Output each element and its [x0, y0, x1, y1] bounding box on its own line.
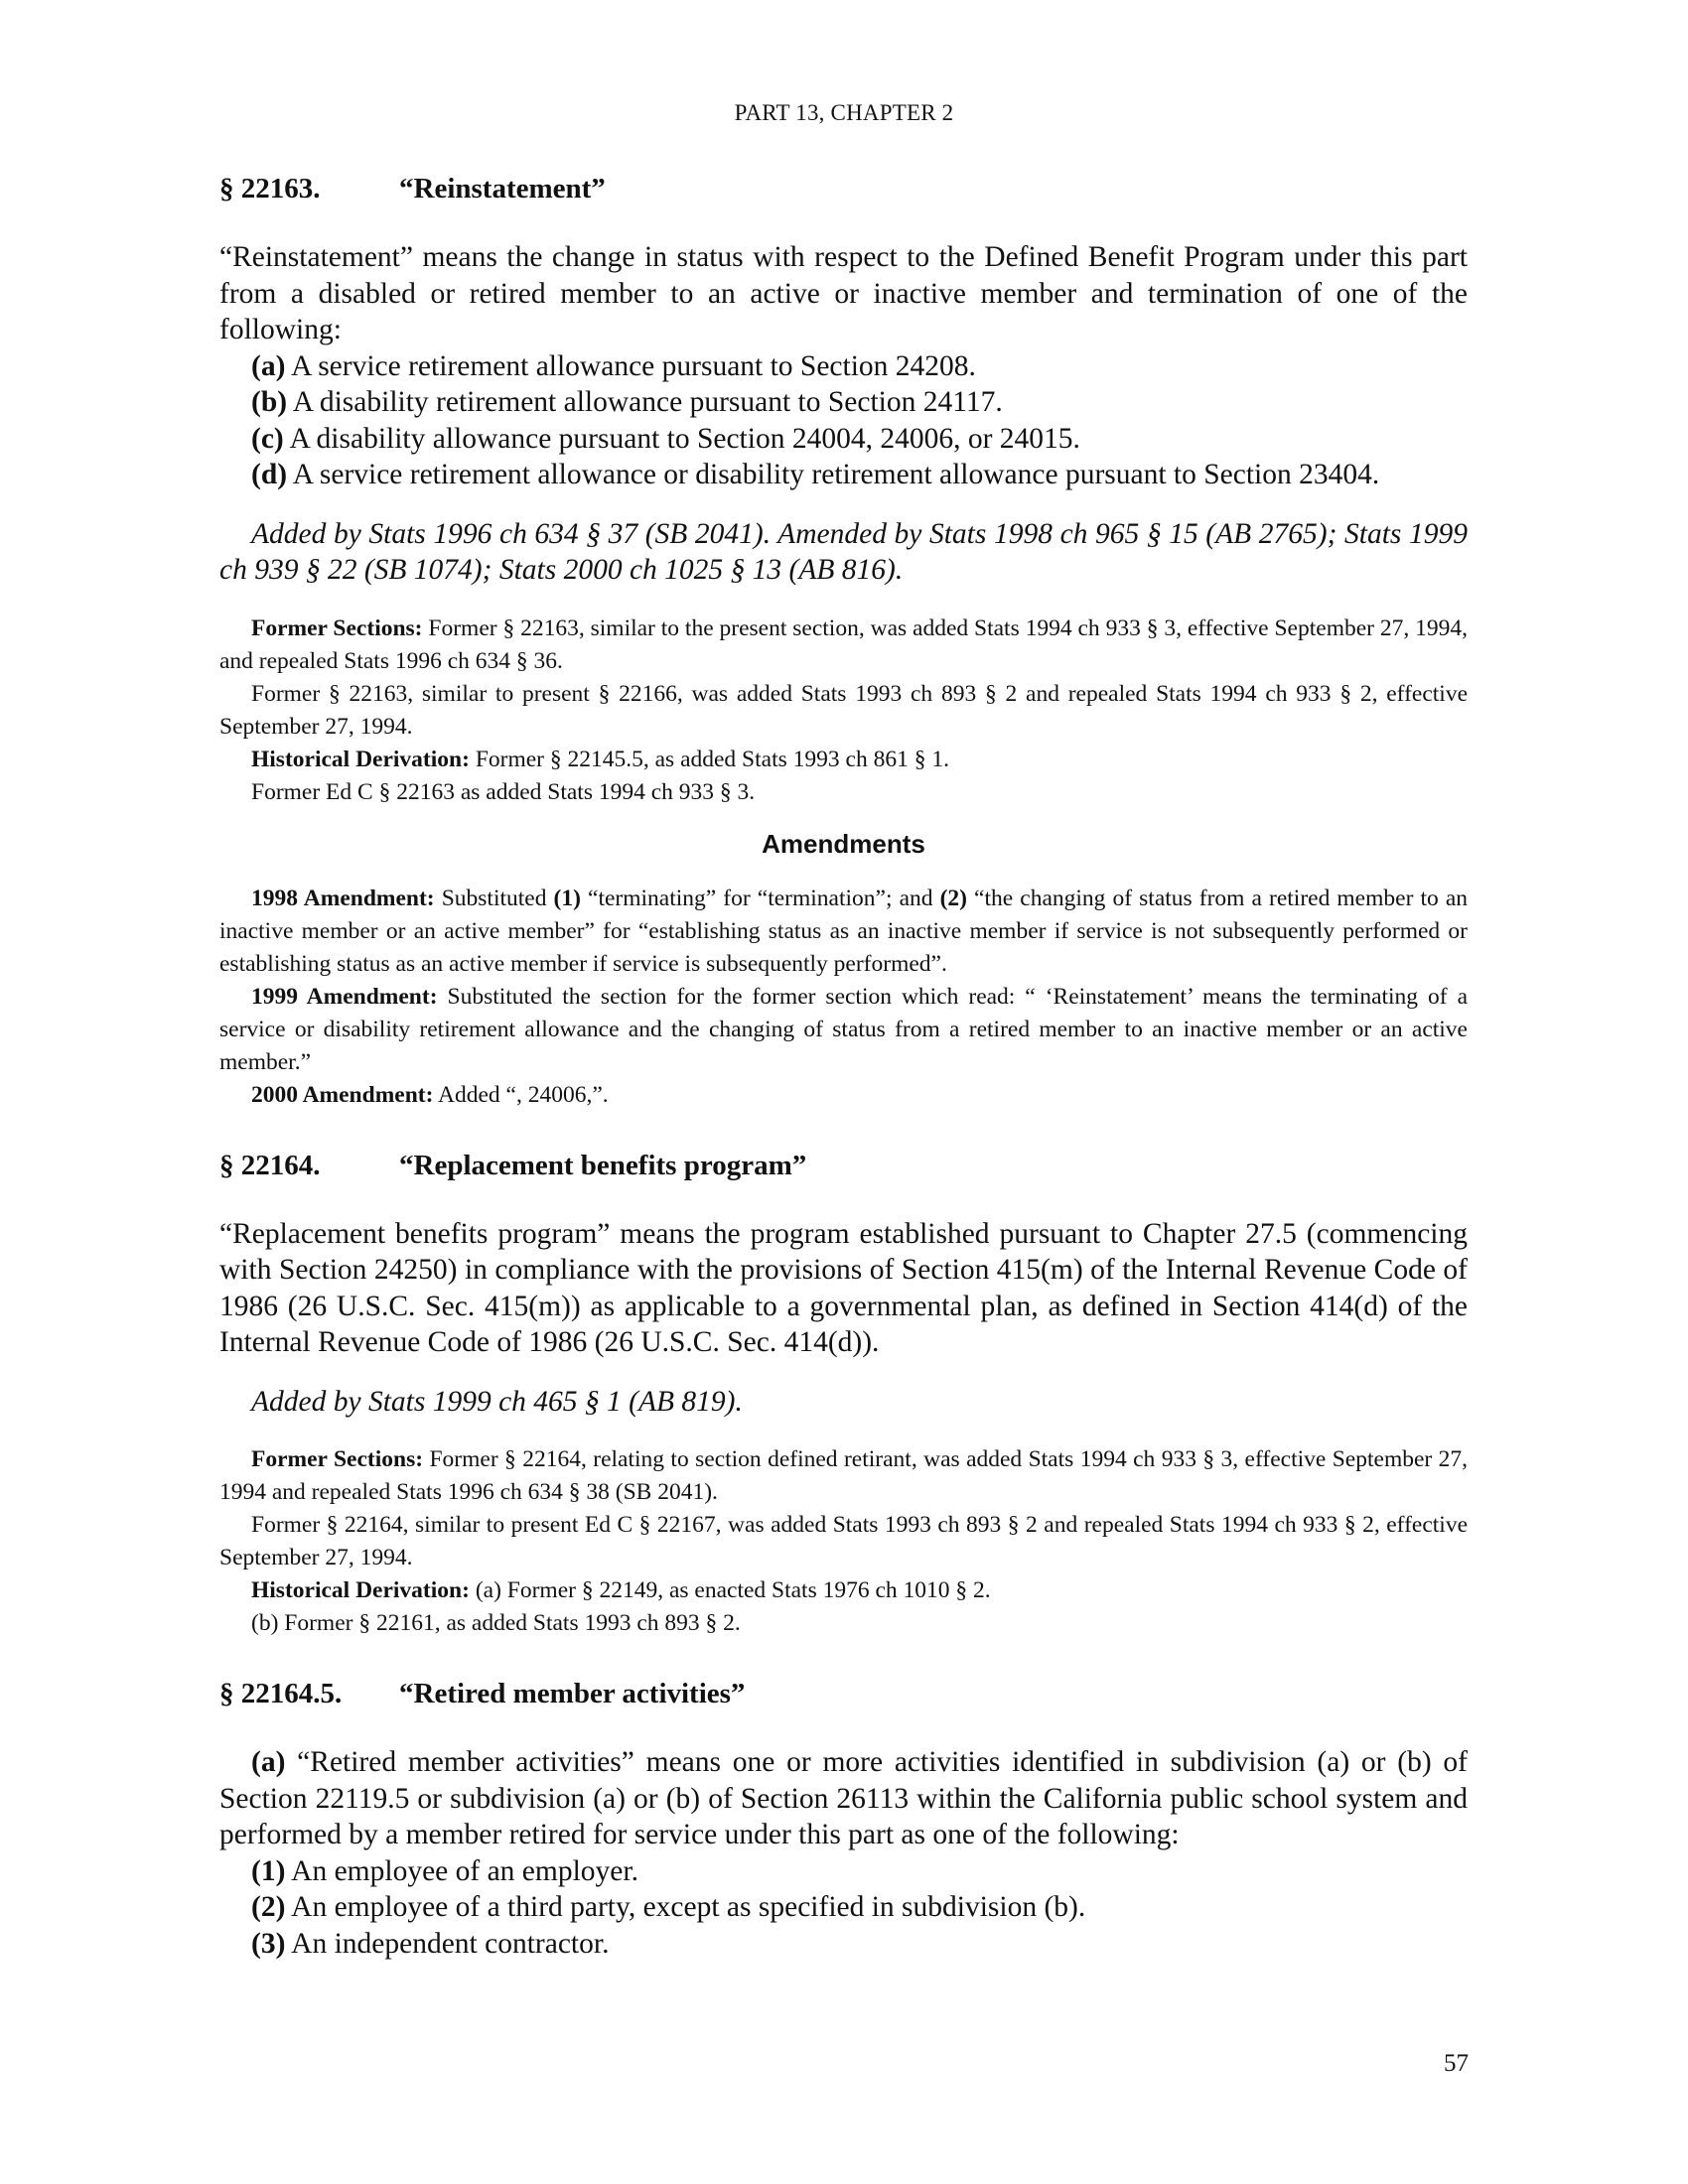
- former-sections-note: [219, 613, 1468, 678]
- item-label: (2): [251, 1891, 286, 1923]
- legislative-history: Added by Stats 1999 ch 465 § 1 (AB 819).: [251, 1385, 743, 1418]
- item-label: (b): [251, 386, 288, 418]
- item-text: An independent contractor.: [285, 1927, 610, 1960]
- item-text: “Retired member activities” means one or more activities identified in subdivision (a) or (b) of Section 22119.5 or subdivision (a) or (b) of Section 26113 within the California public school system and performed by a member retired for service under this part as one of the following:: [219, 1746, 1468, 1850]
- section-title: “Retired member activities”: [399, 1678, 746, 1709]
- item-label: (1): [251, 1854, 286, 1887]
- list-item: [219, 348, 1468, 385]
- page-content: [219, 171, 1468, 1962]
- item-text: A service retirement allowance or disability retirement allowance pursuant to Section 23404.: [287, 459, 1380, 490]
- section-body: “Reinstatement” means the change in status with respect to the Defined Benefit Program under this part from a disabled or retired member to an active or inactive member and termination of one of the following:: [219, 241, 1468, 345]
- note-label: 1999 Amendment:: [251, 983, 438, 1010]
- amendment-note-1998: [219, 883, 1468, 981]
- note-label: Historical Derivation:: [251, 746, 470, 772]
- item-text: An employee of an employer.: [285, 1854, 638, 1887]
- amendments-heading: Amendments: [762, 828, 925, 859]
- note-label: Historical Derivation:: [251, 1577, 470, 1603]
- former-sections-note: Former § 22163, similar to present § 22166, was added Stats 1993 ch 893 § 2 and repealed Stats 1994 ch 933 § 2, effective September 27, 1994.: [219, 680, 1468, 740]
- section-heading-22164: [219, 1148, 1468, 1183]
- section-number: § 22164.: [219, 1149, 321, 1181]
- note-label: 2000 Amendment:: [251, 1081, 434, 1108]
- section-title: “Reinstatement”: [399, 173, 606, 205]
- note-num: (2): [939, 885, 967, 911]
- note-label: 1998 Amendment:: [251, 885, 435, 911]
- amendment-note-2000: [219, 1079, 1468, 1112]
- section-heading-22163: [219, 171, 1468, 206]
- page-number: 57: [1444, 2050, 1469, 2077]
- note-label: Former Sections:: [251, 1446, 424, 1472]
- note-text: Added “, 24006,”.: [433, 1081, 609, 1108]
- legislative-history: Added by Stats 1996 ch 634 § 37 (SB 2041). Amended by Stats 1998 ch 965 § 15 (AB 2765); Stats 1999 ch 939 § 22 (SB 1074); Stats 2000 ch 1025 § 13 (AB 816).: [219, 517, 1468, 586]
- item-text: A service retirement allowance pursuant to Section 24208.: [285, 349, 976, 382]
- note-num: (1): [553, 885, 581, 911]
- note-label: Former Sections:: [251, 614, 423, 641]
- item-text: A disability retirement allowance pursuant to Section 24117.: [287, 386, 1003, 418]
- section-body: [219, 1744, 1468, 1853]
- item-label: (a): [251, 349, 286, 382]
- note-text: Substituted: [434, 885, 554, 911]
- historical-derivation-note: Former Ed C § 22163 as added Stats 1994 ch 933 § 3.: [251, 778, 756, 805]
- section-number: § 22164.5.: [219, 1678, 343, 1709]
- note-text: Substituted the section for the former section which read: “ ‘Reinstatement’ means the terminating of a service or disability retirement allowance and the changing of status from a retired member to an inactive member or an active member.”: [219, 983, 1469, 1075]
- note-text: Former § 22164, relating to section defined retirant, was added Stats 1994 ch 933 § 3, effective September 27, 1994 and repealed Stats 1996 ch 634 § 38 (SB 2041).: [219, 1446, 1469, 1505]
- note-text: (a) Former § 22149, as enacted Stats 1976 ch 1010 § 2.: [469, 1577, 991, 1603]
- note-text: Former § 22163, similar to the present section, was added Stats 1994 ch 933 § 3, effective September 27, 1994, and repealed Stats 1996 ch 634 § 36.: [219, 614, 1469, 674]
- list-item: [219, 421, 1468, 458]
- item-label: (a): [251, 1746, 286, 1778]
- list-item: [219, 457, 1468, 493]
- amendment-note-1999: [219, 981, 1468, 1079]
- historical-derivation-note: [219, 744, 1468, 776]
- note-text: “terminating” for “termination”; and: [580, 885, 940, 911]
- historical-derivation-note: (b) Former § 22161, as added Stats 1993 ch 893 § 2.: [251, 1610, 741, 1636]
- item-text: A disability allowance pursuant to Section 24004, 24006, or 24015.: [283, 422, 1080, 455]
- note-text: Former § 22145.5, as added Stats 1993 ch 861 § 1.: [469, 746, 949, 772]
- historical-derivation-note: [219, 1574, 1468, 1607]
- section-title: “Replacement benefits program”: [399, 1149, 807, 1181]
- list-item: [219, 384, 1468, 421]
- section-body: “Replacement benefits program” means the program established pursuant to Chapter 27.5 (commencing with Section 24250) in compliance with the provisions of Section 415(m) of the Internal Revenue Code of 1986 (26 U.S.C. Sec. 415(m)) as applicable to a governmental plan, as defined in Section 414(d) of the Internal Revenue Code of 1986 (26 U.S.C. Sec. 414(d)).: [219, 1217, 1468, 1358]
- former-sections-note: Former § 22164, similar to present Ed C § 22167, was added Stats 1993 ch 893 § 2 and repealed Stats 1994 ch 933 § 2, effective September 27, 1994.: [219, 1512, 1468, 1570]
- list-item: [219, 1889, 1468, 1926]
- item-label: (d): [251, 459, 288, 490]
- section-heading-22164-5: [219, 1676, 1468, 1711]
- note-text: “the changing of status from a retired member to an inactive member or an active member” for “establishing status as an inactive member if service is not subsequently performed or establishing status as an active member if service is subsequently performed”.: [219, 885, 1469, 977]
- list-item: [219, 1926, 1468, 1963]
- list-item: [219, 1853, 1468, 1890]
- item-label: (3): [251, 1927, 286, 1960]
- former-sections-note: [219, 1443, 1468, 1509]
- running-head: PART 13, CHAPTER 2: [734, 100, 954, 125]
- item-text: An employee of a third party, except as specified in subdivision (b).: [285, 1891, 1086, 1923]
- section-number: § 22163.: [219, 173, 321, 205]
- item-label: (c): [251, 422, 284, 455]
